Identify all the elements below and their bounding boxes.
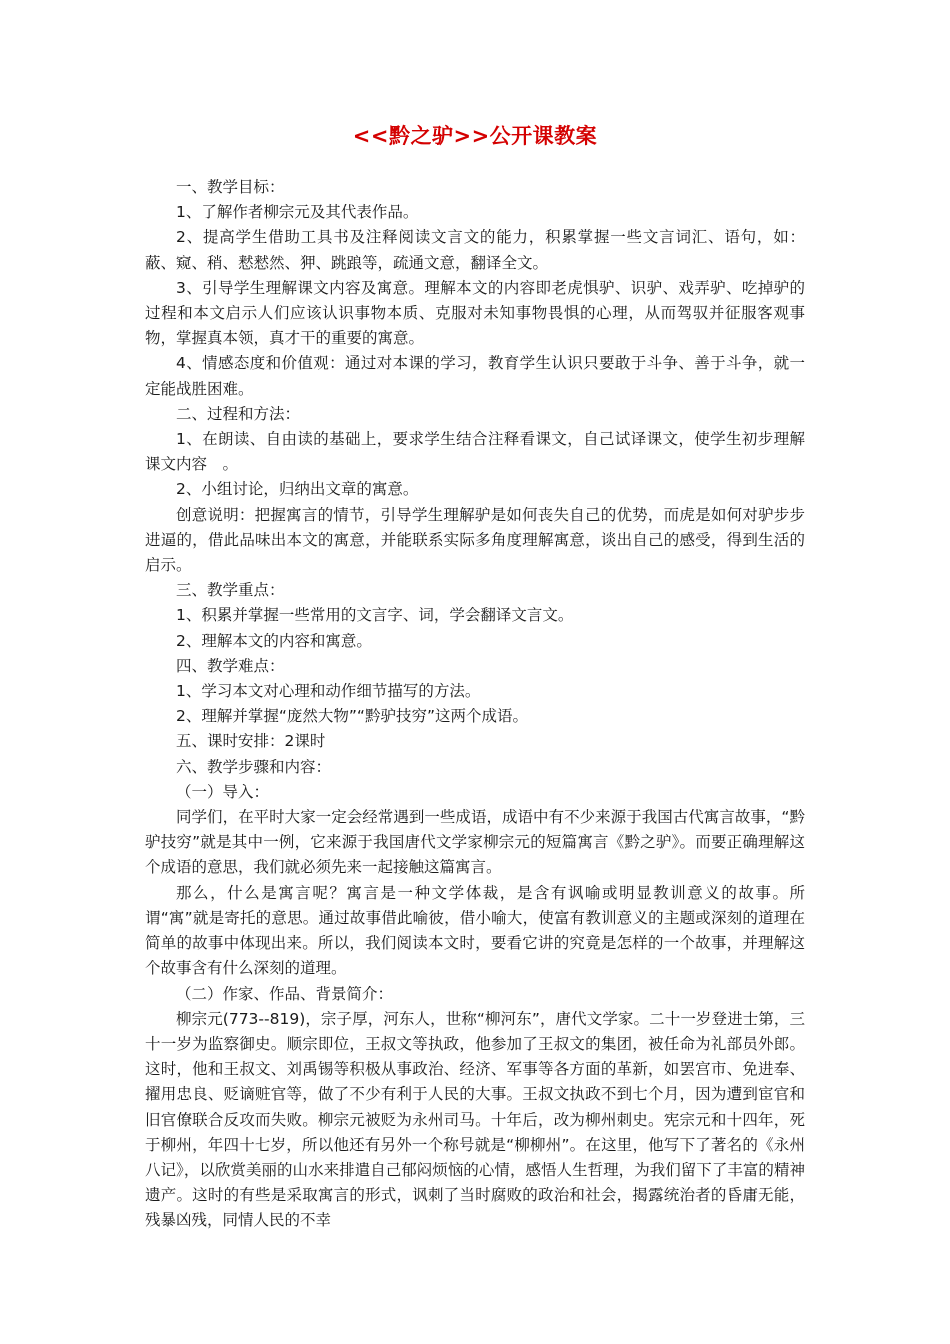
- heading-steps: 六、教学步骤和内容：: [176, 757, 332, 776]
- paragraph: 2、提高学生借助工具书及注释阅读文言文的能力，积累掌握一些文言词汇、语句，如：蔽、窥、稍、慭慭然、狎、跳踉等，疏通文意，翻译全文。: [145, 228, 805, 272]
- paragraph: 那么，什么是寓言呢？寓言是一种文学体裁，是含有讽喻或明显教训意义的故事。所谓“寓”就是寄托的意思。通过故事借此喻彼，借小喻大，使富有教训意义的主题或深刻的道理在简单的故事中体现出来。所以，我们阅读本文时，要看它讲的究竟是怎样的一个故事，并理解这个故事含有什么深刻的道理。: [145, 883, 805, 978]
- paragraph: 1、学习本文对心理和动作细节描写的方法。: [176, 682, 481, 701]
- paragraph: 同学们，在平时大家一定会经常遇到一些成语，成语中有不少来源于我国古代寓言故事，“黔驴技穷”就是其中一例，它来源于我国唐代文学家柳宗元的短篇寓言《黔之驴》。而要正确理解这个成语的意思，我们就必须先来一起接触这篇寓言。: [145, 808, 805, 877]
- paragraph: 2、理解并掌握“庞然大物”“黔驴技穷”这两个成语。: [176, 707, 528, 726]
- paragraph: 2、小组讨论，归纳出文章的寓意。: [176, 480, 419, 499]
- paragraph: 1、了解作者柳宗元及其代表作品。: [176, 203, 419, 222]
- paragraph: 1、在朗读、自由读的基础上，要求学生结合注释看课文，自己试译课文，使学生初步理解课文内容 。: [145, 430, 805, 474]
- heading-schedule: 五、课时安排：2课时: [176, 732, 326, 751]
- heading-key-points: 三、教学重点：: [176, 581, 285, 600]
- paragraph: 1、积累并掌握一些常用的文言字、词，学会翻译文言文。: [176, 606, 574, 625]
- subheading-intro: （一）导入：: [176, 782, 270, 801]
- paragraph: 创意说明：把握寓言的情节，引导学生理解驴是如何丧失自己的优势，而虎是如何对驴步步进逼的，借此品味出本文的寓意，并能联系实际多角度理解寓意，谈出自己的感受，得到生活的启示。: [145, 505, 805, 575]
- paragraph: 4、情感态度和价值观：通过对本课的学习，教育学生认识只要敢于斗争、善于斗争，就一定能战胜困难。: [145, 354, 805, 398]
- heading-goals: 一、教学目标：: [176, 178, 285, 196]
- subheading-author: （二）作家、作品、背景简介：: [176, 984, 394, 1003]
- document-body: [145, 175, 805, 1234]
- heading-process: 二、过程和方法：: [176, 404, 301, 423]
- paragraph: 柳宗元(773--819)，宗子厚，河东人，世称“柳河东”，唐代文学家。二十一岁登进士第，三十一岁为监察御史。顺宗即位，王叔文等执政，他参加了王叔文的集团，被任命为礼部员外郎。这时，他和王叔文、刘禹锡等积极从事政治、经济、军事等各方面的革新，如罢宫市、免进奉、擢用忠良、贬谪赃官等，做了不少有利于人民的大事。王叔文执政不到七个月，因为遭到宦官和旧官僚联合反攻而失败。柳宗元被贬为永州司马。十年后，改为柳州刺史。宪宗元和十四年，死于柳州，年四十七岁，所以他还有另外一个称号就是“柳柳州”。在这里，他写下了著名的《永州八记》，以欣赏美丽的山水来排遣自己郁闷烦恼的心情，感悟人生哲理，为我们留下了丰富的精神遗产。这时的有些是采取寓言的形式，讽刺了当时腐败的政治和社会，揭露统治者的昏庸无能，残暴凶残，同情人民的不幸: [145, 1009, 805, 1230]
- heading-difficulties: 四、教学难点：: [176, 656, 285, 675]
- paragraph: 2、理解本文的内容和寓意。: [176, 631, 372, 650]
- document-title: <<黔之驴>>公开课教案: [352, 124, 598, 148]
- paragraph: 3、引导学生理解课文内容及寓意。理解本文的内容即老虎惧驴、识驴、戏弄驴、吃掉驴的过程和本文启示人们应该认识事物本质、克服对未知事物畏惧的心理，从而驾驭并征服客观事物，掌握真本领，真才干的重要的寓意。: [145, 278, 805, 348]
